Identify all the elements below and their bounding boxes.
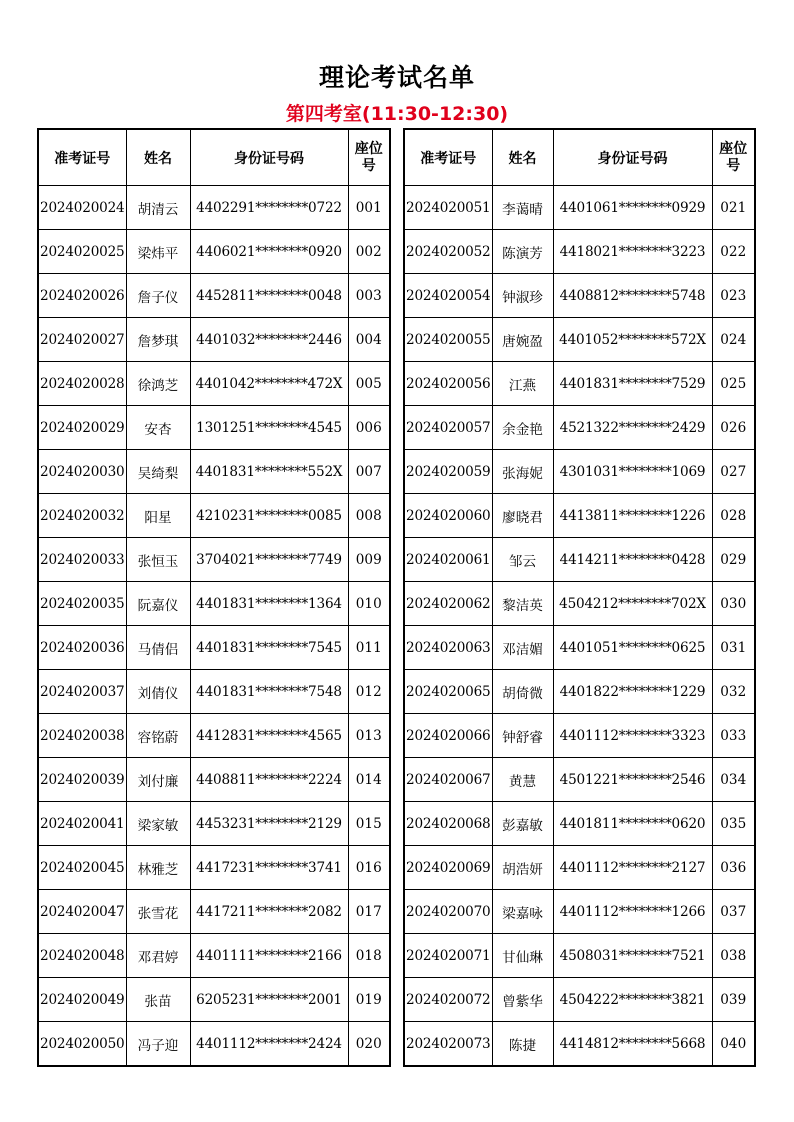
seat-cell: 028 (712, 494, 755, 538)
id-card-cell: 4413811********1226 (553, 494, 712, 538)
id-card-cell: 4401822********1229 (553, 670, 712, 714)
seat-cell: 013 (348, 714, 390, 758)
table-row (38, 274, 390, 318)
name-cell: 张苗 (126, 978, 190, 1022)
table-row (404, 362, 755, 406)
table-row (404, 934, 755, 978)
seat-cell: 018 (348, 934, 390, 978)
roster-body-right (404, 186, 755, 1067)
exam-no-cell: 2024020068 (404, 802, 492, 846)
seat-cell: 004 (348, 318, 390, 362)
seat-cell: 015 (348, 802, 390, 846)
seat-cell: 009 (348, 538, 390, 582)
exam-no-cell: 2024020048 (38, 934, 126, 978)
id-card-cell: 4401831********7545 (190, 626, 348, 670)
id-card-cell: 4521322********2429 (553, 406, 712, 450)
table-row (38, 758, 390, 802)
exam-no-cell: 2024020047 (38, 890, 126, 934)
header-name: 姓名 (126, 129, 190, 186)
table-row (404, 450, 755, 494)
header-seat (712, 129, 755, 186)
table-row (38, 626, 390, 670)
id-card-cell: 4401052********572X (553, 318, 712, 362)
seat-cell: 032 (712, 670, 755, 714)
name-cell: 黎洁英 (492, 582, 553, 626)
id-card-cell: 4401831********552X (190, 450, 348, 494)
header-seat-line1: 座位 (719, 140, 748, 157)
table-row (404, 846, 755, 890)
exam-no-cell: 2024020071 (404, 934, 492, 978)
header-seat-line1: 座位 (354, 140, 383, 157)
table-row (38, 230, 390, 274)
exam-no-cell: 2024020073 (404, 1022, 492, 1067)
seat-cell: 036 (712, 846, 755, 890)
header-seat (348, 129, 390, 186)
table-row (38, 318, 390, 362)
id-card-cell: 4401112********2127 (553, 846, 712, 890)
id-card-cell: 4406021********0920 (190, 230, 348, 274)
header-id-card: 身份证号码 (553, 129, 712, 186)
id-card-cell: 4453231********2129 (190, 802, 348, 846)
seat-cell: 016 (348, 846, 390, 890)
name-cell: 张恒玉 (126, 538, 190, 582)
seat-cell: 024 (712, 318, 755, 362)
id-card-cell: 1301251********4545 (190, 406, 348, 450)
id-card-cell: 4504212********702X (553, 582, 712, 626)
table-row (38, 186, 390, 230)
exam-no-cell: 2024020025 (38, 230, 126, 274)
id-card-cell: 4417211********2082 (190, 890, 348, 934)
table-header-row (404, 129, 755, 186)
exam-no-cell: 2024020029 (38, 406, 126, 450)
id-card-cell: 4418021********3223 (553, 230, 712, 274)
exam-no-cell: 2024020024 (38, 186, 126, 230)
name-cell: 唐婉盈 (492, 318, 553, 362)
name-cell: 刘倩仪 (126, 670, 190, 714)
seat-cell: 030 (712, 582, 755, 626)
header-id-card: 身份证号码 (190, 129, 348, 186)
id-card-cell: 6205231********2001 (190, 978, 348, 1022)
exam-no-cell: 2024020063 (404, 626, 492, 670)
name-cell: 廖晓君 (492, 494, 553, 538)
seat-cell: 038 (712, 934, 755, 978)
exam-no-cell: 2024020069 (404, 846, 492, 890)
seat-cell: 035 (712, 802, 755, 846)
seat-cell: 026 (712, 406, 755, 450)
name-cell: 张海妮 (492, 450, 553, 494)
table-row (38, 714, 390, 758)
exam-no-cell: 2024020049 (38, 978, 126, 1022)
table-row (38, 846, 390, 890)
header-name: 姓名 (492, 129, 553, 186)
id-card-cell: 4412831********4565 (190, 714, 348, 758)
exam-no-cell: 2024020055 (404, 318, 492, 362)
exam-no-cell: 2024020036 (38, 626, 126, 670)
table-row (38, 582, 390, 626)
name-cell: 甘仙琳 (492, 934, 553, 978)
name-cell: 邓洁媚 (492, 626, 553, 670)
table-row (404, 670, 755, 714)
seat-cell: 014 (348, 758, 390, 802)
exam-no-cell: 2024020039 (38, 758, 126, 802)
page-title: 理论考试名单 (318, 63, 475, 92)
id-card-cell: 4401112********1266 (553, 890, 712, 934)
name-cell: 邓君婷 (126, 934, 190, 978)
exam-no-cell: 2024020065 (404, 670, 492, 714)
seat-cell: 011 (348, 626, 390, 670)
exam-no-cell: 2024020033 (38, 538, 126, 582)
name-cell: 马倩侣 (126, 626, 190, 670)
name-cell: 刘付廉 (126, 758, 190, 802)
header-exam-no: 准考证号 (38, 129, 126, 186)
id-card-cell: 4301031********1069 (553, 450, 712, 494)
exam-no-cell: 2024020061 (404, 538, 492, 582)
table-row (38, 538, 390, 582)
seat-cell: 037 (712, 890, 755, 934)
header-exam-no: 准考证号 (404, 129, 492, 186)
id-card-cell: 4401112********3323 (553, 714, 712, 758)
seat-cell: 006 (348, 406, 390, 450)
name-cell: 胡倚微 (492, 670, 553, 714)
seat-cell: 007 (348, 450, 390, 494)
exam-no-cell: 2024020050 (38, 1022, 126, 1067)
seat-cell: 021 (712, 186, 755, 230)
name-cell: 梁炜平 (126, 230, 190, 274)
id-card-cell: 3704021********7749 (190, 538, 348, 582)
name-cell: 江燕 (492, 362, 553, 406)
table-row (38, 406, 390, 450)
name-cell: 梁家敏 (126, 802, 190, 846)
id-card-cell: 4401831********1364 (190, 582, 348, 626)
name-cell: 安杏 (126, 406, 190, 450)
exam-no-cell: 2024020041 (38, 802, 126, 846)
exam-no-cell: 2024020026 (38, 274, 126, 318)
id-card-cell: 4408812********5748 (553, 274, 712, 318)
id-card-cell: 4401032********2446 (190, 318, 348, 362)
id-card-cell: 4401811********0620 (553, 802, 712, 846)
name-cell: 冯子迎 (126, 1022, 190, 1067)
name-cell: 陈捷 (492, 1022, 553, 1067)
table-row (38, 670, 390, 714)
table-row (38, 978, 390, 1022)
exam-no-cell: 2024020059 (404, 450, 492, 494)
name-cell: 容铭蔚 (126, 714, 190, 758)
table-row (404, 714, 755, 758)
seat-cell: 003 (348, 274, 390, 318)
table-row (404, 186, 755, 230)
seat-cell: 034 (712, 758, 755, 802)
table-row (404, 582, 755, 626)
name-cell: 彭嘉敏 (492, 802, 553, 846)
seat-cell: 020 (348, 1022, 390, 1067)
name-cell: 李蔼晴 (492, 186, 553, 230)
seat-cell: 033 (712, 714, 755, 758)
id-card-cell: 4210231********0085 (190, 494, 348, 538)
table-row (404, 318, 755, 362)
id-card-cell: 4408811********2224 (190, 758, 348, 802)
table-row (404, 1022, 755, 1067)
id-card-cell: 4414211********0428 (553, 538, 712, 582)
name-cell: 邹云 (492, 538, 553, 582)
name-cell: 胡清云 (126, 186, 190, 230)
id-card-cell: 4417231********3741 (190, 846, 348, 890)
id-card-cell: 4401831********7529 (553, 362, 712, 406)
header-seat-line2: 号 (361, 157, 376, 174)
id-card-cell: 4504222********3821 (553, 978, 712, 1022)
exam-no-cell: 2024020037 (38, 670, 126, 714)
exam-no-cell: 2024020052 (404, 230, 492, 274)
table-header-row (38, 129, 390, 186)
id-card-cell: 4401051********0625 (553, 626, 712, 670)
name-cell: 张雪花 (126, 890, 190, 934)
seat-cell: 025 (712, 362, 755, 406)
exam-no-cell: 2024020032 (38, 494, 126, 538)
seat-cell: 027 (712, 450, 755, 494)
seat-cell: 002 (348, 230, 390, 274)
id-card-cell: 4401831********7548 (190, 670, 348, 714)
name-cell: 詹梦琪 (126, 318, 190, 362)
name-cell: 钟舒睿 (492, 714, 553, 758)
name-cell: 梁嘉咏 (492, 890, 553, 934)
name-cell: 余金艳 (492, 406, 553, 450)
table-row (38, 1022, 390, 1067)
id-card-cell: 4508031********7521 (553, 934, 712, 978)
exam-room-subtitle: 第四考室(11:30-12:30) (285, 103, 509, 125)
name-cell: 陈演芳 (492, 230, 553, 274)
table-row (38, 450, 390, 494)
roster-table-right (403, 128, 756, 1067)
exam-no-cell: 2024020035 (38, 582, 126, 626)
seat-cell: 023 (712, 274, 755, 318)
exam-no-cell: 2024020070 (404, 890, 492, 934)
table-row (38, 362, 390, 406)
exam-no-cell: 2024020067 (404, 758, 492, 802)
exam-no-cell: 2024020045 (38, 846, 126, 890)
roster-table-left (37, 128, 391, 1067)
name-cell: 曾紫华 (492, 978, 553, 1022)
name-cell: 徐鸿芝 (126, 362, 190, 406)
table-row (404, 274, 755, 318)
exam-no-cell: 2024020062 (404, 582, 492, 626)
seat-cell: 008 (348, 494, 390, 538)
name-cell: 阮嘉仪 (126, 582, 190, 626)
table-row (404, 626, 755, 670)
seat-cell: 010 (348, 582, 390, 626)
roster-body-left (38, 186, 390, 1067)
exam-no-cell: 2024020057 (404, 406, 492, 450)
seat-cell: 040 (712, 1022, 755, 1067)
seat-cell: 022 (712, 230, 755, 274)
name-cell: 阳星 (126, 494, 190, 538)
exam-no-cell: 2024020054 (404, 274, 492, 318)
id-card-cell: 4401111********2166 (190, 934, 348, 978)
exam-no-cell: 2024020027 (38, 318, 126, 362)
table-row (404, 230, 755, 274)
table-row (404, 978, 755, 1022)
table-row (38, 890, 390, 934)
id-card-cell: 4402291********0722 (190, 186, 348, 230)
table-row (38, 934, 390, 978)
id-card-cell: 4401061********0929 (553, 186, 712, 230)
name-cell: 黄慧 (492, 758, 553, 802)
table-row (404, 494, 755, 538)
table-row (404, 802, 755, 846)
table-row (38, 494, 390, 538)
exam-no-cell: 2024020051 (404, 186, 492, 230)
exam-no-cell: 2024020066 (404, 714, 492, 758)
seat-cell: 039 (712, 978, 755, 1022)
table-row (38, 802, 390, 846)
exam-no-cell: 2024020056 (404, 362, 492, 406)
id-card-cell: 4414812********5668 (553, 1022, 712, 1067)
exam-no-cell: 2024020030 (38, 450, 126, 494)
table-row (404, 890, 755, 934)
table-row (404, 758, 755, 802)
table-row (404, 406, 755, 450)
exam-no-cell: 2024020060 (404, 494, 492, 538)
seat-cell: 031 (712, 626, 755, 670)
id-card-cell: 4501221********2546 (553, 758, 712, 802)
seat-cell: 005 (348, 362, 390, 406)
name-cell: 詹子仪 (126, 274, 190, 318)
exam-no-cell: 2024020028 (38, 362, 126, 406)
name-cell: 林雅芝 (126, 846, 190, 890)
name-cell: 吴绮梨 (126, 450, 190, 494)
name-cell: 胡浩妍 (492, 846, 553, 890)
seat-cell: 012 (348, 670, 390, 714)
exam-no-cell: 2024020072 (404, 978, 492, 1022)
seat-cell: 017 (348, 890, 390, 934)
seat-cell: 029 (712, 538, 755, 582)
header-seat-line2: 号 (726, 157, 741, 174)
id-card-cell: 4452811********0048 (190, 274, 348, 318)
exam-no-cell: 2024020038 (38, 714, 126, 758)
name-cell: 钟淑珍 (492, 274, 553, 318)
id-card-cell: 4401112********2424 (190, 1022, 348, 1067)
seat-cell: 001 (348, 186, 390, 230)
seat-cell: 019 (348, 978, 390, 1022)
id-card-cell: 4401042********472X (190, 362, 348, 406)
table-row (404, 538, 755, 582)
